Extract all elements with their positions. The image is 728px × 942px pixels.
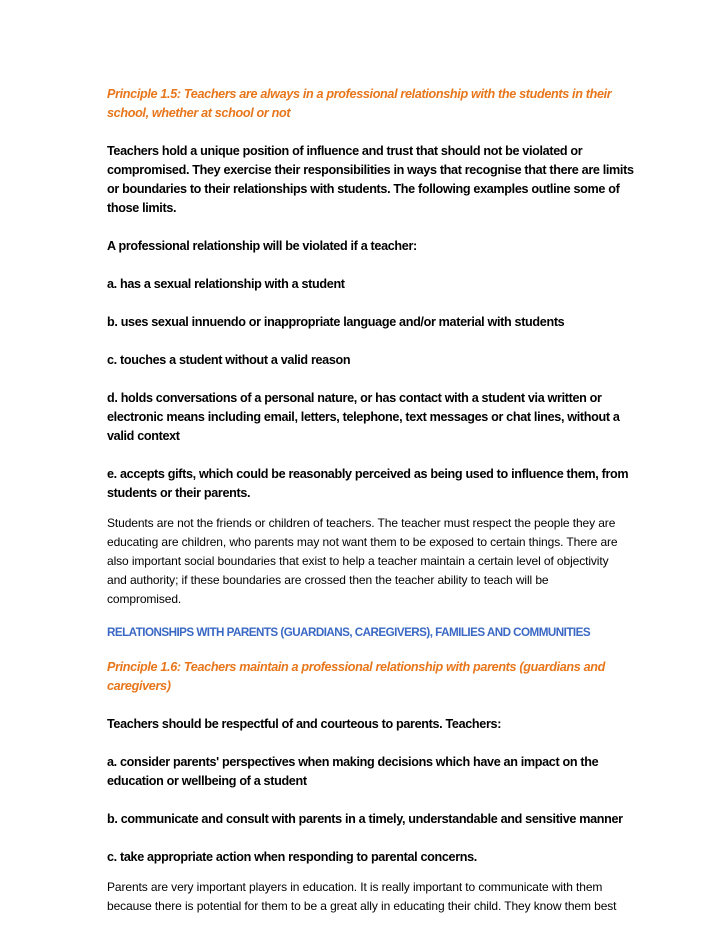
principle-1-6-heading: Principle 1.6: Teachers maintain a professional relationship with parents (guardians and caregivers) — [107, 659, 606, 693]
principle-1-6-lead: Teachers should be respectful of and courteous to parents. Teachers: — [107, 716, 502, 731]
list-item: b. uses sexual innuendo or inappropriate language and/or material with students — [107, 314, 565, 329]
list-item: a. consider parents' perspectives when making decisions which have an impact on the education or wellbeing of a student — [107, 754, 599, 788]
list-item: d. holds conversations of a personal nature, or has contact with a student via written or electronic means including email, letters, telephone, text messages or chat lines, without a valid context — [107, 390, 620, 443]
principle-1-6-commentary: Parents are very important players in education. It is really important to communicate with them because there is potential for them to be a great ally in educating their child. They know them best — [107, 880, 617, 913]
list-item: c. touches a student without a valid reason — [107, 352, 351, 367]
principle-1-5-lead: A professional relationship will be violated if a teacher: — [107, 238, 417, 253]
list-item: a. has a sexual relationship with a student — [107, 276, 345, 291]
list-item: c. take appropriate action when responding to parental concerns. — [107, 849, 477, 864]
principle-1-5-heading: Principle 1.5: Teachers are always in a professional relationship with the students in their school, whether at school or not — [107, 86, 612, 120]
document-page — [107, 84, 634, 916]
principle-1-5-commentary: Students are not the friends or children of teachers. The teacher must respect the people they are educating are children, who parents may not want them to be exposed to certain things. There are also important social boundaries that exist to help a teacher maintain a certain level of objectivity and authority; if these boundaries are crossed then the teacher ability to teach will be compromised. — [107, 516, 618, 606]
principle-1-5-intro: Teachers hold a unique position of influence and trust that should not be violated or compromised. They exercise their responsibilities in ways that recognise that there are limits or boundaries to their relationships with students. The following examples outline some of those limits. — [107, 143, 634, 215]
section-heading: RELATIONSHIPS WITH PARENTS (GUARDIANS, CAREGIVERS), FAMILIES AND COMMUNITIES — [107, 625, 591, 639]
list-item: b. communicate and consult with parents in a timely, understandable and sensitive manner — [107, 811, 623, 826]
list-item: e. accepts gifts, which could be reasonably perceived as being used to influence them, from students or their parents. — [107, 466, 629, 500]
